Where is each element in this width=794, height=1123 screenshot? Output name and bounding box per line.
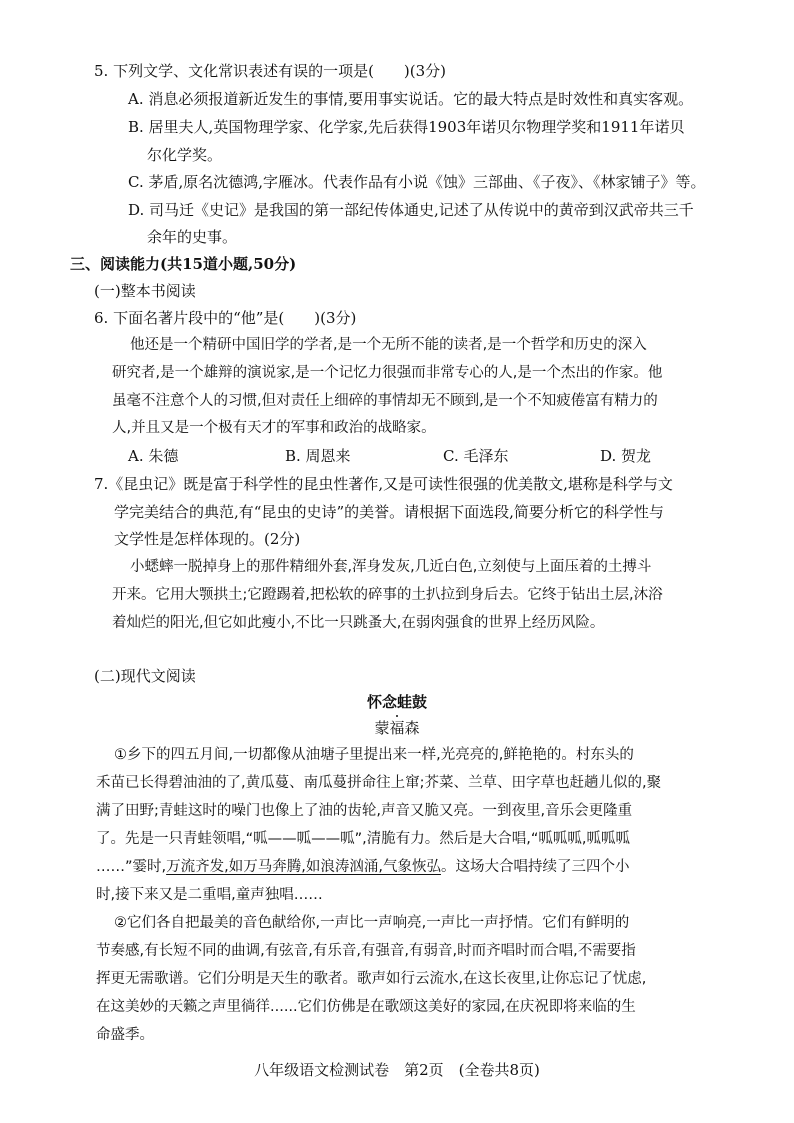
article-paragraph-line: 禾苗已长得碧油油的了,黄瓜蔓、南瓜蔓拼命往上窜;芥菜、兰草、田字草也赶趟儿似的,聚: [96, 775, 662, 791]
q6-option-c: C. 毛泽东: [443, 447, 509, 465]
q7-stem-line: 7.《昆虫记》既是富于科学性的昆虫性著作,又是可读性很强的优美散文,堪称是科学与文: [94, 475, 673, 493]
page-footer: 八年级语文检测试卷 第2页 (全卷共8页): [254, 1061, 540, 1079]
article-paragraph-line: 了。先是一只青蛙领唱,“呱——呱——呱”,清脆有力。然后是大合唱,“呱呱呱,呱呱呱: [96, 831, 630, 847]
q5-option-d-cont: 余年的史事。: [147, 228, 238, 246]
q7-passage-line: 着灿烂的阳光,但它如此瘦小,不比一只跳蚤大,在弱肉强食的世界上经历风险。: [112, 615, 605, 631]
q6-option-b: B. 周恩来: [285, 447, 351, 465]
q5-option-a: A. 消息必须报道新近发生的事情,要用事实说话。它的最大特点是时效性和真实客观。: [128, 90, 694, 108]
q6-passage-line: 他还是一个精研中国旧学的学者,是一个无所不能的读者,是一个哲学和历史的深入: [130, 337, 647, 353]
q6-passage-line: 虽毫不注意个人的习惯,但对责任上细碎的事情却无不顾到,是一个不知疲倦富有精力的: [112, 393, 658, 409]
article-paragraph-line: ①乡下的四五月间,一切都像从油塘子里提出来一样,光亮亮的,鲜艳艳的。村东头的: [114, 747, 634, 763]
article-paragraph-line: 节奏感,有长短不同的曲调,有弦音,有乐音,有强音,有弱音,时而齐唱时而合唱,不需要指: [96, 943, 636, 959]
q7-passage-line: 小蟋蟀一脱掉身上的那件精细外套,浑身发灰,几近白色,立刻使与上面压着的土搏斗: [130, 559, 652, 575]
article-title: 怀念蛙鼓: [366, 693, 427, 711]
article-paragraph-line: 命盛季。: [96, 1027, 154, 1043]
article-author: 蒙福森: [374, 719, 420, 737]
q5-option-c: C. 茅盾,原名沈德鸿,字雁冰。代表作品有小说《蚀》三部曲、《子夜》、《林家铺子》等。: [128, 173, 706, 191]
q7-stem-line: 文学性是怎样体现的。(2分): [114, 530, 301, 548]
q5-stem: 5. 下列文学、文化常识表述有误的一项是( )(3分): [94, 62, 447, 80]
article-paragraph-line: 满了田野;青蛙这时的噪门也像上了油的齿轮,声音又脆又亮。一到夜里,音乐会更隆重: [96, 803, 633, 819]
article-paragraph-line: [96, 857, 629, 877]
q5-option-d: D. 司马迁《史记》是我国的第一部纪传体通史,记述了从传说中的黄帝到汉武帝共三千: [128, 201, 694, 219]
part-heading-2: (二)现代文阅读: [94, 667, 196, 685]
q7-passage-line: 开来。它用大颚拱土;它蹬踢着,把松软的碎事的土扒拉到身后去。它终于钻出土层,沐浴: [112, 587, 663, 603]
part-heading-1: (一)整本书阅读: [94, 282, 196, 300]
underlined-sentence: 万流齐发,如万马奔腾,如浪涛汹涌,气象恢弘: [166, 859, 441, 875]
q5-option-b: B. 居里夫人,英国物理学家、化学家,先后获得1903年诺贝尔物理学奖和1911年诺贝: [128, 118, 685, 136]
emphasis-dot: [396, 715, 398, 717]
q7-stem-line: 学完美结合的典范,有“昆虫的史诗”的美誉。请根据下面选段,简要分析它的科学性与: [114, 503, 664, 521]
q6-passage-line: 研究者,是一个雄辩的演说家,是一个记忆力很强而非常专心的人,是一个杰出的作家。他: [112, 365, 663, 381]
q6-stem: 6. 下面名著片段中的“他”是( )(3分): [94, 309, 357, 327]
q5-option-b-cont: 尔化学奖。: [147, 146, 223, 164]
article-paragraph-line: ②它们各自把最美的音色献给你,一声比一声响亮,一声比一声抒情。它们有鲜明的: [114, 915, 630, 931]
q6-option-d: D. 贺龙: [600, 447, 652, 465]
article-paragraph-line: 挥更无需歌谱。它们分明是天生的歌者。歌声如行云流水,在这长夜里,让你忘记了忧虑,: [96, 971, 647, 987]
article-text: ……”霎时,: [96, 859, 167, 875]
article-paragraph-line: 时,接下来又是二重唱,童声独唱……: [96, 887, 323, 903]
section-heading: 三、阅读能力(共15道小题,50分): [70, 255, 297, 273]
article-paragraph-line: 在这美妙的天籁之声里徜徉......它们仿佛是在歌颂这美好的家园,在庆祝即将来临的生: [96, 999, 636, 1015]
article-text: 。这场大合唱持续了三四个小: [440, 859, 630, 875]
q6-passage-line: 人,并且又是一个极有天才的军事和政治的战略家。: [112, 420, 436, 436]
q6-option-a: A. 朱德: [128, 447, 179, 465]
